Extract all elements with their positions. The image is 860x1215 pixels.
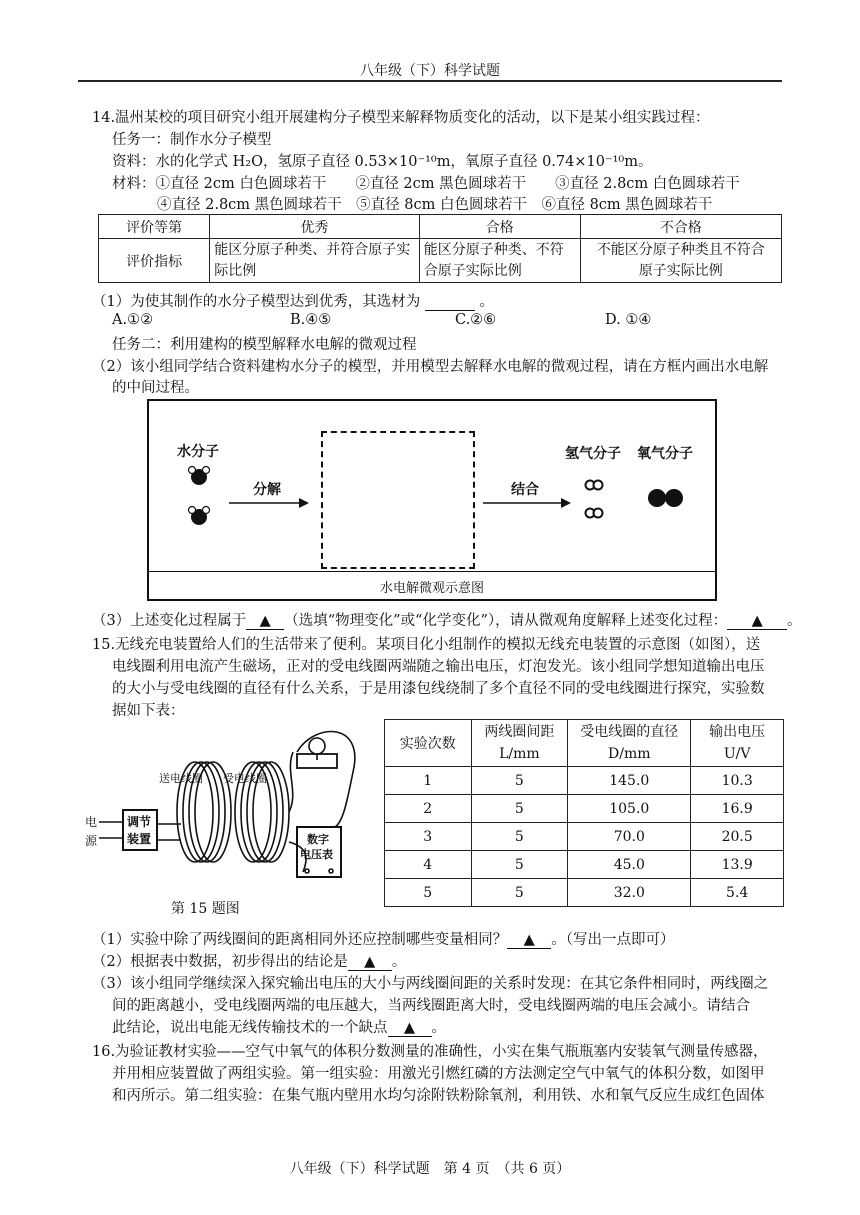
eval-excellent-line1: 能区分原子种类、并符合原子实 xyxy=(214,241,411,258)
eval-pass-line1: 能区分原子种类、不符 xyxy=(423,241,564,258)
meter-label-1: 数字 xyxy=(307,833,329,846)
cell: 4 xyxy=(385,851,472,879)
answer-blank[interactable]: ▲ xyxy=(727,613,787,630)
water-molecule-icon xyxy=(185,463,225,533)
q14-sub1-text: （1）为使其制作的水分子模型达到优秀，其选材为 xyxy=(92,294,421,310)
cell: 105.0 xyxy=(568,795,691,823)
unit-voltage: U/V xyxy=(723,746,751,762)
table-header xyxy=(568,720,691,767)
q14-sub1 xyxy=(92,290,494,311)
q14-sub1-end: 。 xyxy=(479,294,494,310)
q15-sub1 xyxy=(92,928,674,949)
electrolysis-diagram xyxy=(147,399,717,601)
cell: 5 xyxy=(471,795,568,823)
eval-fail-line2: 原子实际比例 xyxy=(638,262,723,279)
cell: 16.9 xyxy=(691,795,784,823)
regulator-label-2: 装置 xyxy=(127,832,152,846)
cell: 32.0 xyxy=(568,879,691,907)
eval-header-cell: 评价等第 xyxy=(99,215,210,239)
regulator-label-1: 调节 xyxy=(127,815,152,829)
cell: 45.0 xyxy=(568,851,691,879)
eval-header-cell: 合格 xyxy=(419,215,580,239)
header-diameter: 受电线圈的直径 xyxy=(580,724,679,740)
q15-sub3-end: 。 xyxy=(431,1020,446,1036)
eval-fail-line1: 不能区分原子种类且不符合 xyxy=(596,241,765,258)
hydrogen-molecule-icon xyxy=(583,477,607,523)
cell: 3 xyxy=(385,823,472,851)
eval-fail xyxy=(580,239,781,283)
oxygen-molecule-icon xyxy=(647,487,687,509)
answer-blank[interactable]: ▲ xyxy=(348,954,392,971)
q14-task1: 任务一：制作水分子模型 xyxy=(112,132,272,148)
q14-materials-2: ④直径 2.8cm 黑色圆球若干 ⑤直径 8cm 白色圆球若干 ⑥直径 8cm 黑色圆球若干 xyxy=(157,197,713,213)
q15-line4: 据如下表： xyxy=(112,703,185,719)
q14-intro: 14.温州某校的项目研究小组开展建构分子模型来解释物质变化的活动，以下是某小组实践过程： xyxy=(92,110,710,126)
power-label-2: 源 xyxy=(85,834,98,848)
unit-diameter: D/mm xyxy=(608,746,651,762)
cell: 5 xyxy=(471,767,568,795)
cell: 5.4 xyxy=(691,879,784,907)
eval-row-label: 评价指标 xyxy=(99,239,210,283)
q15-sub3-line3 xyxy=(112,1016,446,1037)
table-row xyxy=(385,879,784,907)
cell: 145.0 xyxy=(568,767,691,795)
power-label-1: 电 xyxy=(85,815,98,829)
q14-sub2-line1: （2）该小组同学结合资料建构水分子的模型，并用模型去解释水电解的微观过程，请在方框内画出水电解 xyxy=(92,359,769,375)
answer-drawing-box[interactable] xyxy=(321,431,475,569)
cell: 2 xyxy=(385,795,472,823)
cell: 10.3 xyxy=(691,767,784,795)
q14-sub3 xyxy=(92,609,802,630)
oxygen-molecule-label: 氧气分子 xyxy=(637,446,693,462)
table-row xyxy=(385,823,784,851)
option-c: C.②⑥ xyxy=(455,312,497,328)
cell: 5 xyxy=(471,823,568,851)
q14-task2: 任务二：利用建构的模型解释水电解的微观过程 xyxy=(112,337,417,353)
q15-line2: 电线圈利用电流产生磁场，正对的受电线圈两端随之输出电压，灯泡发光。该小组同学想知道输出电压 xyxy=(112,659,765,675)
water-molecule-label: 水分子 xyxy=(177,444,219,460)
eval-header-cell: 优秀 xyxy=(210,215,419,239)
answer-blank[interactable] xyxy=(425,294,475,311)
option-d: D. ①④ xyxy=(605,312,652,328)
circuit-diagram-icon xyxy=(85,712,385,892)
q16-line1: 16.为验证教材实验——空气中氧气的体积分数测量的准确性，小实在集气瓶瓶塞内安装氧气测量传感器， xyxy=(92,1044,768,1060)
q15-sub3-line1: （3）该小组同学继续深入探究输出电压的大小与两线圈间距的关系时发现：在其它条件相同时，两线圈之 xyxy=(92,976,769,992)
page-header: 八年级（下）科学试题 xyxy=(360,63,500,79)
eval-excellent xyxy=(210,239,419,283)
evaluation-table xyxy=(98,214,782,283)
table-header xyxy=(691,720,784,767)
q15-sub2 xyxy=(92,950,406,971)
eval-pass xyxy=(419,239,580,283)
q15-sub1-end: 。（写出一点即可） xyxy=(551,932,675,948)
q15-line3: 的大小与受电线圈的直径有什么关系，于是用漆包线绕制了多个直径不同的受电线圈进行探究，实验数 xyxy=(112,681,765,697)
header-distance: 两线圈间距 xyxy=(484,724,555,740)
diagram-caption: 水电解微观示意图 xyxy=(379,581,484,596)
eval-pass-line2: 合原子实际比例 xyxy=(423,262,522,279)
answer-blank[interactable]: ▲ xyxy=(507,932,551,949)
q15-line1: 15.无线充电装置给人们的生活带来了便利。某项目化小组制作的模拟无线充电装置的示意图（如图），送 xyxy=(92,637,761,653)
unit-distance: L/mm xyxy=(499,746,540,762)
header-rule xyxy=(78,80,782,82)
hydrogen-molecule-label: 氢气分子 xyxy=(565,446,621,462)
q14-sub3-text-b: （选填“物理变化”或“化学变化”），请从微观角度解释上述变化过程： xyxy=(284,613,728,629)
q15-sub2-end: 。 xyxy=(391,954,407,970)
page-footer: 八年级（下）科学试题 第 4 页 （共 6 页） xyxy=(289,1161,571,1177)
q14-materials-1: 材料：①直径 2cm 白色圆球若干 ②直径 2cm 黑色圆球若干 ③直径 2.8cm 白色圆球若干 xyxy=(112,176,740,192)
combine-label: 结合 xyxy=(511,482,539,498)
wireless-charging-figure xyxy=(85,712,385,922)
answer-blank[interactable]: ▲ xyxy=(388,1020,432,1037)
q14-sub3-text-a: （3）上述变化过程属于 xyxy=(92,613,247,629)
meter-label-2: 电压表 xyxy=(300,848,333,861)
q14-sub3-end: 。 xyxy=(787,613,802,629)
table-header xyxy=(471,720,568,767)
table-row xyxy=(385,795,784,823)
eval-excellent-line2: 际比例 xyxy=(214,262,257,279)
diagram-caption-rule xyxy=(149,571,715,572)
cell: 70.0 xyxy=(568,823,691,851)
q14-data: 资料：水的化学式 H₂O，氢原子直径 0.53×10⁻¹⁰m，氧原子直径 0.74×10⁻¹⁰m。 xyxy=(112,154,653,170)
q15-sub3-text: 此结论，说出电能无线传输技术的一个缺点 xyxy=(112,1020,388,1036)
decompose-label: 分解 xyxy=(253,482,281,498)
q16-line3: 和丙所示。第二组实验：在集气瓶内壁用水均匀涂附铁粉除氧剂，利用铁、水和氧气反应生成红色固体 xyxy=(112,1088,765,1104)
send-coil-label: 送电线圈 xyxy=(159,772,203,785)
cell: 20.5 xyxy=(691,823,784,851)
option-b: B.④⑤ xyxy=(290,312,332,328)
experiment-data-table xyxy=(384,719,784,907)
q14-sub2-line2: 的中间过程。 xyxy=(112,380,199,396)
header-voltage: 输出电压 xyxy=(709,724,766,740)
q16-line2: 并用相应装置做了两组实验。第一组实验：用激光引燃红磷的方法测定空气中氧气的体积分数，如图甲 xyxy=(112,1066,765,1082)
q15-sub2-text: （2）根据表中数据，初步得出的结论是 xyxy=(92,954,348,970)
option-a: A.①② xyxy=(112,312,154,328)
q15-sub3-line2: 间的距离越小，受电线圈两端的电压越大，当两线圈距离大时，受电线圈两端的电压会减小。请结合 xyxy=(112,998,750,1014)
cell: 5 xyxy=(385,879,472,907)
figure-caption: 第 15 题图 xyxy=(171,901,240,917)
answer-blank[interactable]: ▲ xyxy=(246,613,284,630)
cell: 5 xyxy=(471,879,568,907)
decompose-arrow-icon xyxy=(229,497,309,509)
cell: 5 xyxy=(471,851,568,879)
cell: 13.9 xyxy=(691,851,784,879)
table-row xyxy=(385,767,784,795)
header-trial: 实验次数 xyxy=(399,736,456,752)
combine-arrow-icon xyxy=(483,497,571,509)
q15-sub1-text: （1）实验中除了两线圈间的距离相同外还应控制哪些变量相同？ xyxy=(92,932,508,948)
eval-header-cell: 不合格 xyxy=(580,215,781,239)
table-row xyxy=(385,851,784,879)
table-header xyxy=(385,720,472,767)
receive-coil-label: 受电线圈 xyxy=(223,772,267,785)
cell: 1 xyxy=(385,767,472,795)
